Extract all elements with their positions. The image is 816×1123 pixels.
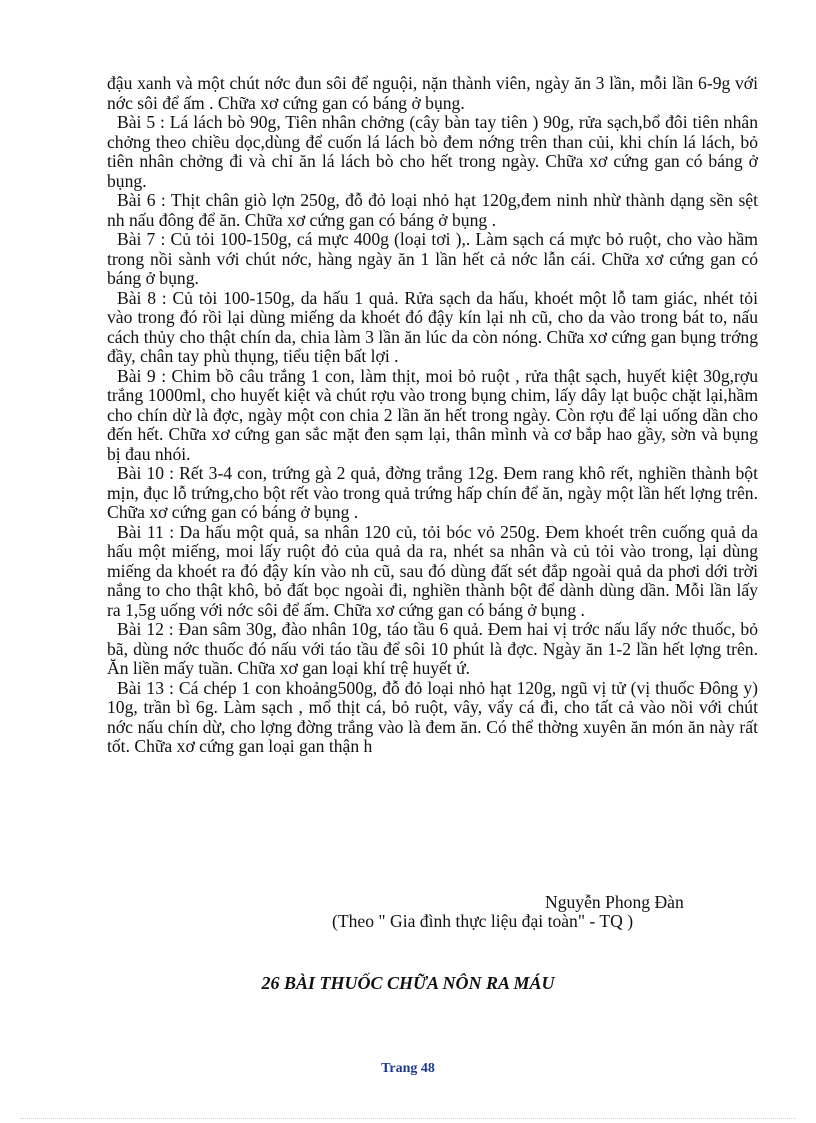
paragraph-bai-9: Bài 9 : Chim bồ câu trắng 1 con, làm thịt, moi bỏ ruột , rửa thật sạch, huyết kiệt 30g,rợu trắng 1000ml, cho huyết kiệt và chút rợu vào trong bụng chim, lấy dây lạt buộc chặt lại,hầm cho chín dừ là đợc, ngày một con chia 2 lần ăn hết trong ngày. Còn rợu để lại uống dần cho đến hết. Chữa xơ cứng gan sắc mặt đen sạm lại, thân mình và cơ bắp hao gầy, sờn và bụng bị đau nhói. <box>107 365 758 464</box>
paragraph-bai-6: Bài 6 : Thịt chân giò lợn 250g, đỗ đỏ loại nhỏ hạt 120g,đem ninh nhừ thành dạng sền sệt nh nấu đông để ăn. Chữa xơ cứng gan có báng ở bụng . <box>107 190 758 230</box>
footer-divider <box>20 1118 796 1119</box>
page-number: Trang 48 <box>381 1061 435 1076</box>
author-signature: Nguyễn Phong Đàn <box>545 892 684 912</box>
source-citation: (Theo " Gia đình thực liệu đại toàn" - TQ ) <box>332 911 634 931</box>
paragraph-continuation: đậu xanh và một chút nớc đun sôi để nguội, nặn thành viên, ngày ăn 3 lần, mỗi lần 6-9g với nớc sôi để ấm . Chữa xơ cứng gan có báng ở bụng. <box>107 73 758 113</box>
paragraph-bai-5: Bài 5 : Lá lách bò 90g, Tiên nhân chởng (cây bàn tay tiên ) 90g, rửa sạch,bổ đôi tiên nhân chởng theo chiều dọc,dùng để cuốn lá lách bò đem nớng trên than củi, khi chín lá lách, bỏ tiên nhân chởng đi và chỉ ăn lá lách bò cho hết trong ngày. Chữa xơ cứng gan có báng ở bụng. <box>107 112 758 191</box>
section-heading: 26 BÀI THUỐC CHỮA NÔN RA MÁU <box>261 973 555 993</box>
paragraph-bai-12: Bài 12 : Đan sâm 30g, đào nhân 10g, táo tầu 6 quả. Đem hai vị trớc nấu lấy nớc thuốc, bỏ bã, dùng nớc thuốc đó nấu với táo tầu để sôi 10 phút là đợc. Ngày ăn 1-2 lần hết lợng trên. Ăn liền mấy tuần. Chữa xơ gan loại khí trệ huyết ứ. <box>107 619 758 678</box>
paragraph-bai-8: Bài 8 : Củ tỏi 100-150g, da hấu 1 quả. Rửa sạch da hấu, khoét một lỗ tam giác, nhét tỏi vào trong đó rồi lại dùng miếng da khoét đó đậy kín lại nh cũ, cho da vào trong bát to, nấu cách thủy cho thật chín da, chia làm 3 lần ăn lúc da còn nóng. Chữa xơ cứng gan bụng trớng đầy, chân tay phù thụng, tiểu tiện bất lợi . <box>107 287 758 366</box>
document-body <box>107 74 758 757</box>
paragraph-bai-7: Bài 7 : Củ tỏi 100-150g, cá mực 400g (loại tơi ),. Làm sạch cá mực bỏ ruột, cho vào hầm trong nồi sành với chút nớc, hàng ngày ăn 1 lần hết cả nớc lẫn cái. Chữa xơ cứng gan có báng ở bụng. <box>107 229 758 288</box>
paragraph-bai-13: Bài 13 : Cá chép 1 con khoảng500g, đỗ đỏ loại nhỏ hạt 120g, ngũ vị tử (vị thuốc Đông y) 10g, trần bì 6g. Làm sạch , mổ thịt cá, bỏ ruột, vây, vẩy cá đi, cho tất cả vào nồi với chút nớc nấu chín dừ, cho lợng đờng trắng vào là đem ăn. Có thể thờng xuyên ăn món ăn này rất tốt. Chữa xơ cứng gan loại gan thận h <box>107 677 758 756</box>
paragraph-bai-10: Bài 10 : Rết 3-4 con, trứng gà 2 quả, đờng trắng 12g. Đem rang khô rết, nghiền thành bột mịn, đục lỗ trứng,cho bột rết vào trong quả trứng hấp chín để ăn, ngày một lần hết lợng trên. Chữa xơ cứng gan có báng ở bụng . <box>107 463 758 522</box>
paragraph-bai-11: Bài 11 : Da hấu một quả, sa nhân 120 củ, tỏi bóc vỏ 250g. Đem khoét trên cuống quả da hấu một miếng, moi lấy ruột đỏ của quả da ra, nhét sa nhân và củ tỏi vào trong, lại dùng miếng da khoét ra đó đậy kín vào nh cũ, sau đó dùng đất sét đắp ngoài quả da phơi dới trời nắng to cho thật khô, bỏ đất bọc ngoài đi, nghiền thành bột để dành dùng dần. Mỗi lần lấy ra 1,5g uống với nớc sôi để ấm. Chữa xơ cứng gan có báng ở bụng . <box>107 521 758 620</box>
